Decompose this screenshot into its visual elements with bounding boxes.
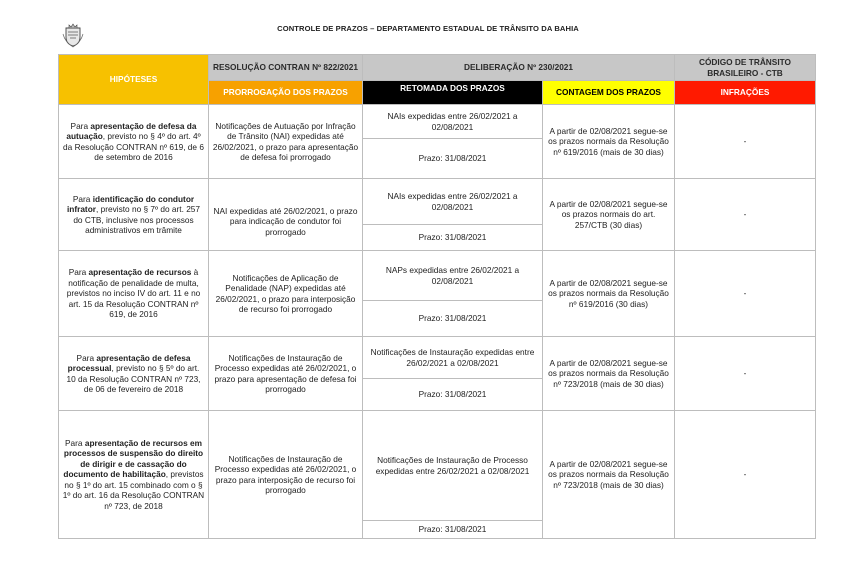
retomada-cell: Notificações de Instauração expedidas entre 26/02/2021 a 02/08/2021 [363,337,543,379]
infracoes-cell: - [675,251,816,337]
prazo-cell: Prazo: 31/08/2021 [363,379,543,411]
header-ctb: CÓDIGO DE TRÂNSITO BRASILEIRO - CTB [675,55,816,81]
infracoes-cell: - [675,179,816,251]
header-retomada: RETOMADA DOS PRAZOS [363,81,543,105]
document-title: CONTROLE DE PRAZOS – DEPARTAMENTO ESTADUAL DE TRÂNSITO DA BAHIA [277,24,579,33]
infracoes-cell: - [675,105,816,179]
deadlines-table [58,54,816,539]
prorrogacao-cell: NAI expedidas até 26/02/2021, o prazo para indicação de condutor foi prorrogado [209,179,363,251]
hipotese-cell: Para apresentação de defesa da autuação, previsto no § 4º do art. 4º da Resolução CONTRAN nº 619, de 6 de setembro de 2016 [59,105,209,179]
table-row [59,251,816,301]
infracoes-cell: - [675,411,816,539]
retomada-cell: Notificações de Instauração de Processo expedidas entre 26/02/2021 a 02/08/2021 [363,411,543,521]
header-infracoes: INFRAÇÕES [675,81,816,105]
table-row [59,337,816,379]
prorrogacao-cell: Notificações de Aplicação de Penalidade (NAP) expedidas até 26/02/2021, o prazo para interposição de recurso foi prorrogado [209,251,363,337]
infracoes-cell: - [675,337,816,411]
prazo-cell: Prazo: 31/08/2021 [363,139,543,179]
table-row [59,411,816,521]
table-row [59,179,816,225]
prazo-cell: Prazo: 31/08/2021 [363,225,543,251]
contagem-cell: A partir de 02/08/2021 segue-se os prazos normais da Resolução nº 619/2016 (mais de 30 dias) [543,105,675,179]
hipotese-cell: Para apresentação de defesa processual, previsto no § 5º do art. 10 da Resolução CONTRAN nº 723, de 06 de fevereiro de 2018 [59,337,209,411]
hipotese-cell: Para apresentação de recursos à notificação de penalidade de multa, previstos no inciso IV do art. 11 e no art. 15 da Resolução CONTRAN nº 619, de 2016 [59,251,209,337]
table-row [59,105,816,139]
prorrogacao-cell: Notificações de Instauração de Processo expedidas até 26/02/2021, o prazo para interposição de recurso foi prorrogado [209,411,363,539]
hipotese-cell: Para apresentação de recursos em processos de suspensão do direito de dirigir e de cassação do documento de habilitação, previstos no § 1º do art. 15 combinado com o § 1º do art. 16 da Resolução CONTRAN nº 723, de 2018 [59,411,209,539]
retomada-cell: NAIs expedidas entre 26/02/2021 a 02/08/2021 [363,179,543,225]
prazo-cell: Prazo: 31/08/2021 [363,301,543,337]
contagem-cell: A partir de 02/08/2021 segue-se os prazos normais da Resolução nº 619/2016 (30 dias) [543,251,675,337]
header-hipoteses: HIPÓTESES [59,55,209,105]
header-deliberacao: DELIBERAÇÃO Nº 230/2021 [363,55,675,81]
header-contagem: CONTAGEM DOS PRAZOS [543,81,675,105]
header-prorrogacao: PRORROGAÇÃO DOS PRAZOS [209,81,363,105]
retomada-cell: NAIs expedidas entre 26/02/2021 a 02/08/2021 [363,105,543,139]
prorrogacao-cell: Notificações de Autuação por Infração de Trânsito (NAI) expedidas até 26/02/2021, o prazo para apresentação de defesa foi prorrogado [209,105,363,179]
contagem-cell: A partir de 02/08/2021 segue-se os prazos normais do art. 257/CTB (30 dias) [543,179,675,251]
hipotese-cell: Para identificação do condutor infrator, previsto no § 7º do art. 257 do CTB, inclusive nos processos administrativos em trâmite [59,179,209,251]
retomada-cell: NAPs expedidas entre 26/02/2021 a 02/08/2021 [363,251,543,301]
contagem-cell: A partir de 02/08/2021 segue-se os prazos normais da Resolução nº 723/2018 (mais de 30 dias) [543,411,675,539]
prazo-cell: Prazo: 31/08/2021 [363,521,543,539]
header-resolucao: RESOLUÇÃO CONTRAN Nº 822/2021 [209,55,363,81]
prorrogacao-cell: Notificações de Instauração de Processo expedidas até 26/02/2021, o prazo para apresentação de defesa foi prorrogado [209,337,363,411]
contagem-cell: A partir de 02/08/2021 segue-se os prazos normais da Resolução nº 723/2018 (mais de 30 dias) [543,337,675,411]
